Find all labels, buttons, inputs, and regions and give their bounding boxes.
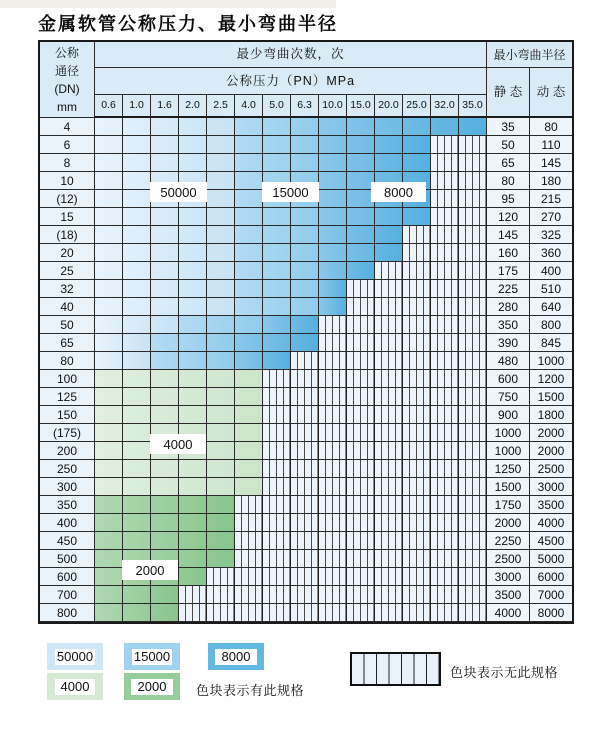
dynamic-radius-value: 510 <box>530 280 572 298</box>
band-cell-50000 <box>95 298 235 316</box>
band-cell-50000 <box>95 226 235 244</box>
legend-hatch-swatch <box>350 652 441 686</box>
static-radius-value: 1000 <box>487 424 530 442</box>
static-radius-value: 35 <box>487 118 530 136</box>
dn-cell: 150 <box>40 406 95 424</box>
band-cell-8000 <box>235 334 319 352</box>
dynamic-radius-value: 1200 <box>530 370 572 388</box>
dn-cell: 500 <box>40 550 95 568</box>
pressure-tick: 35.0 <box>459 95 487 118</box>
no-spec-hatch-cell <box>403 244 487 262</box>
dn-cell: 15 <box>40 208 95 226</box>
static-radius-value: 80 <box>487 172 530 190</box>
dn-cell: 800 <box>40 604 95 622</box>
dynamic-radius-value: 325 <box>530 226 572 244</box>
static-radius-value: 50 <box>487 136 530 154</box>
pressure-tick: 6.3 <box>291 95 319 118</box>
pressure-tick: 20.0 <box>375 95 403 118</box>
band-cell-15000 <box>235 226 319 244</box>
static-radius-value: 3500 <box>487 586 530 604</box>
dynamic-radius-value: 640 <box>530 298 572 316</box>
no-spec-hatch-cell <box>431 172 487 190</box>
cycle-label-8000: 8000 <box>371 182 426 202</box>
pressure-tick: 2.5 <box>207 95 235 118</box>
header-min-radius: 最小弯曲半径 <box>487 42 572 68</box>
band-cell-8000 <box>319 244 403 262</box>
no-spec-hatch-cell <box>263 460 487 478</box>
dn-cell: 50 <box>40 316 95 334</box>
legend-value: 15000 <box>133 649 171 664</box>
dynamic-radius-value: 6000 <box>530 568 572 586</box>
no-spec-hatch-cell <box>235 550 487 568</box>
dynamic-radius-value: 2000 <box>530 442 572 460</box>
band-cell-50000 <box>95 334 151 352</box>
dynamic-radius-value: 2000 <box>530 424 572 442</box>
band-cell-15000 <box>235 154 319 172</box>
band-cell-15000 <box>151 352 235 370</box>
legend-swatch-4000 <box>47 673 103 700</box>
header-dn: 公称 通径 (DN) mm <box>40 42 95 118</box>
no-spec-hatch-cell <box>319 316 487 334</box>
static-radius-value: 95 <box>487 190 530 208</box>
dynamic-radius-value: 400 <box>530 262 572 280</box>
band-cell-15000 <box>235 298 319 316</box>
no-spec-hatch-cell <box>403 226 487 244</box>
pressure-tick: 0.6 <box>95 95 123 118</box>
dn-cell: 250 <box>40 460 95 478</box>
band-cell-15000 <box>235 280 319 298</box>
legend-swatch-15000 <box>124 643 180 670</box>
band-cell-4000 <box>95 388 263 406</box>
no-spec-hatch-cell <box>319 334 487 352</box>
no-spec-hatch-cell <box>235 514 487 532</box>
legend-note-has-spec: 色块表示有此规格 <box>196 683 305 698</box>
static-radius-value: 175 <box>487 262 530 280</box>
dn-cell: 80 <box>40 352 95 370</box>
cycle-label-50000: 50000 <box>150 182 207 202</box>
static-radius-value: 120 <box>487 208 530 226</box>
band-cell-15000 <box>235 208 319 226</box>
pressure-tick: 4.0 <box>235 95 263 118</box>
dn-cell: (175) <box>40 424 95 442</box>
dn-cell: 700 <box>40 586 95 604</box>
band-cell-15000 <box>179 316 263 334</box>
legend-value: 50000 <box>56 649 94 664</box>
static-radius-value: 1250 <box>487 460 530 478</box>
band-cell-50000 <box>95 208 235 226</box>
static-radius-value: 1750 <box>487 496 530 514</box>
band-cell-4000 <box>95 460 263 478</box>
header-bend-cycles: 最少弯曲次数，次 <box>95 42 487 68</box>
static-radius-value: 2250 <box>487 532 530 550</box>
band-cell-2000 <box>95 496 235 514</box>
dn-cell: 25 <box>40 262 95 280</box>
band-cell-50000 <box>95 280 235 298</box>
band-cell-15000 <box>151 334 235 352</box>
static-radius-value: 350 <box>487 316 530 334</box>
band-cell-50000 <box>95 154 235 172</box>
dynamic-radius-value: 270 <box>530 208 572 226</box>
no-spec-hatch-cell <box>375 262 487 280</box>
no-spec-hatch-cell <box>207 568 487 586</box>
band-cell-15000 <box>235 262 319 280</box>
dynamic-radius-value: 5000 <box>530 550 572 568</box>
no-spec-hatch-cell <box>179 586 487 604</box>
dynamic-radius-value: 180 <box>530 172 572 190</box>
spec-table <box>38 40 574 624</box>
header-pressure: 公称压力（PN）MPa <box>95 68 487 95</box>
legend-value: 8000 <box>215 649 257 665</box>
dn-cell: 400 <box>40 514 95 532</box>
no-spec-hatch-cell <box>263 478 487 496</box>
dynamic-radius-value: 7000 <box>530 586 572 604</box>
static-radius-value: 280 <box>487 298 530 316</box>
no-spec-hatch-cell <box>263 406 487 424</box>
band-cell-4000 <box>95 406 263 424</box>
header-dynamic: 动 态 <box>530 68 572 118</box>
band-cell-8000 <box>319 280 347 298</box>
dn-cell: 20 <box>40 244 95 262</box>
band-cell-50000 <box>95 352 151 370</box>
static-radius-value: 145 <box>487 226 530 244</box>
dn-cell: 32 <box>40 280 95 298</box>
legend-value: 2000 <box>131 679 173 695</box>
static-radius-value: 750 <box>487 388 530 406</box>
no-spec-hatch-cell <box>431 154 487 172</box>
dn-cell: 8 <box>40 154 95 172</box>
dynamic-radius-value: 1800 <box>530 406 572 424</box>
band-cell-50000 <box>95 136 235 154</box>
static-radius-value: 225 <box>487 280 530 298</box>
no-spec-hatch-cell <box>263 442 487 460</box>
legend-swatch-2000 <box>124 673 180 700</box>
band-cell-2000 <box>95 514 235 532</box>
band-cell-4000 <box>95 478 263 496</box>
no-spec-hatch-cell <box>179 604 487 622</box>
band-cell-8000 <box>319 298 347 316</box>
pressure-tick: 25.0 <box>403 95 431 118</box>
static-radius-value: 65 <box>487 154 530 172</box>
dynamic-radius-value: 3500 <box>530 496 572 514</box>
no-spec-hatch-cell <box>235 532 487 550</box>
band-cell-8000 <box>319 208 431 226</box>
static-radius-value: 480 <box>487 352 530 370</box>
static-radius-value: 160 <box>487 244 530 262</box>
static-radius-value: 3000 <box>487 568 530 586</box>
cycle-label-4000: 4000 <box>150 434 206 454</box>
band-cell-8000 <box>319 226 403 244</box>
static-radius-value: 2500 <box>487 550 530 568</box>
dn-cell: 350 <box>40 496 95 514</box>
band-cell-8000 <box>319 136 431 154</box>
header-static: 静 态 <box>487 68 530 118</box>
band-cell-2000 <box>95 586 179 604</box>
dynamic-radius-value: 800 <box>530 316 572 334</box>
dynamic-radius-value: 145 <box>530 154 572 172</box>
band-cell-15000 <box>235 244 319 262</box>
band-cell-15000 <box>235 136 319 154</box>
band-cell-50000 <box>95 316 179 334</box>
page-top-strip <box>0 0 336 8</box>
dn-cell: 600 <box>40 568 95 586</box>
legend-value: 4000 <box>55 679 95 695</box>
dn-cell: 200 <box>40 442 95 460</box>
band-cell-2000 <box>95 532 235 550</box>
no-spec-hatch-cell <box>431 208 487 226</box>
dn-cell: 100 <box>40 370 95 388</box>
dynamic-radius-value: 1000 <box>530 352 572 370</box>
dynamic-radius-value: 845 <box>530 334 572 352</box>
page-title: 金属软管公称压力、最小弯曲半径 <box>38 14 338 34</box>
band-cell-15000 <box>235 118 319 136</box>
no-spec-hatch-cell <box>291 352 487 370</box>
band-cell-50000 <box>95 262 235 280</box>
dn-cell: 6 <box>40 136 95 154</box>
band-cell-8000 <box>235 352 291 370</box>
pressure-tick: 15.0 <box>347 95 375 118</box>
dynamic-radius-value: 2500 <box>530 460 572 478</box>
pressure-tick: 5.0 <box>263 95 291 118</box>
no-spec-hatch-cell <box>347 280 487 298</box>
pressure-tick: 2.0 <box>179 95 207 118</box>
pressure-tick: 32.0 <box>431 95 459 118</box>
dn-cell: (18) <box>40 226 95 244</box>
legend-swatch-8000 <box>208 643 264 670</box>
dynamic-radius-value: 4500 <box>530 532 572 550</box>
no-spec-hatch-cell <box>235 496 487 514</box>
band-cell-8000 <box>319 118 487 136</box>
static-radius-value: 390 <box>487 334 530 352</box>
dn-cell: 125 <box>40 388 95 406</box>
dynamic-radius-value: 215 <box>530 190 572 208</box>
cycle-label-2000: 2000 <box>122 560 178 580</box>
pressure-tick: 1.0 <box>123 95 151 118</box>
static-radius-value: 1000 <box>487 442 530 460</box>
static-radius-value: 2000 <box>487 514 530 532</box>
pressure-tick: 1.6 <box>151 95 179 118</box>
dn-cell: 4 <box>40 118 95 136</box>
band-cell-50000 <box>95 244 235 262</box>
no-spec-hatch-cell <box>263 370 487 388</box>
band-cell-4000 <box>95 370 263 388</box>
pressure-tick: 10.0 <box>319 95 347 118</box>
band-cell-8000 <box>319 154 431 172</box>
static-radius-value: 900 <box>487 406 530 424</box>
dn-cell: 450 <box>40 532 95 550</box>
dn-cell: 65 <box>40 334 95 352</box>
dn-cell: 300 <box>40 478 95 496</box>
band-cell-8000 <box>263 316 319 334</box>
dynamic-radius-value: 110 <box>530 136 572 154</box>
band-cell-2000 <box>95 604 179 622</box>
band-cell-8000 <box>319 262 375 280</box>
no-spec-hatch-cell <box>431 136 487 154</box>
no-spec-hatch-cell <box>263 388 487 406</box>
band-cell-50000 <box>95 118 235 136</box>
dynamic-radius-value: 360 <box>530 244 572 262</box>
dn-cell: 40 <box>40 298 95 316</box>
no-spec-hatch-cell <box>431 190 487 208</box>
dynamic-radius-value: 8000 <box>530 604 572 622</box>
static-radius-value: 600 <box>487 370 530 388</box>
dn-cell: 10 <box>40 172 95 190</box>
dynamic-radius-value: 1500 <box>530 388 572 406</box>
no-spec-hatch-cell <box>347 298 487 316</box>
static-radius-value: 4000 <box>487 604 530 622</box>
dynamic-radius-value: 4000 <box>530 514 572 532</box>
dynamic-radius-value: 80 <box>530 118 572 136</box>
dynamic-radius-value: 3000 <box>530 478 572 496</box>
no-spec-hatch-cell <box>263 424 487 442</box>
legend-swatch-50000 <box>47 643 103 670</box>
dn-cell: (12) <box>40 190 95 208</box>
static-radius-value: 1500 <box>487 478 530 496</box>
cycle-label-15000: 15000 <box>262 182 319 202</box>
legend-note-no-spec: 色块表示无此规格 <box>450 665 559 680</box>
